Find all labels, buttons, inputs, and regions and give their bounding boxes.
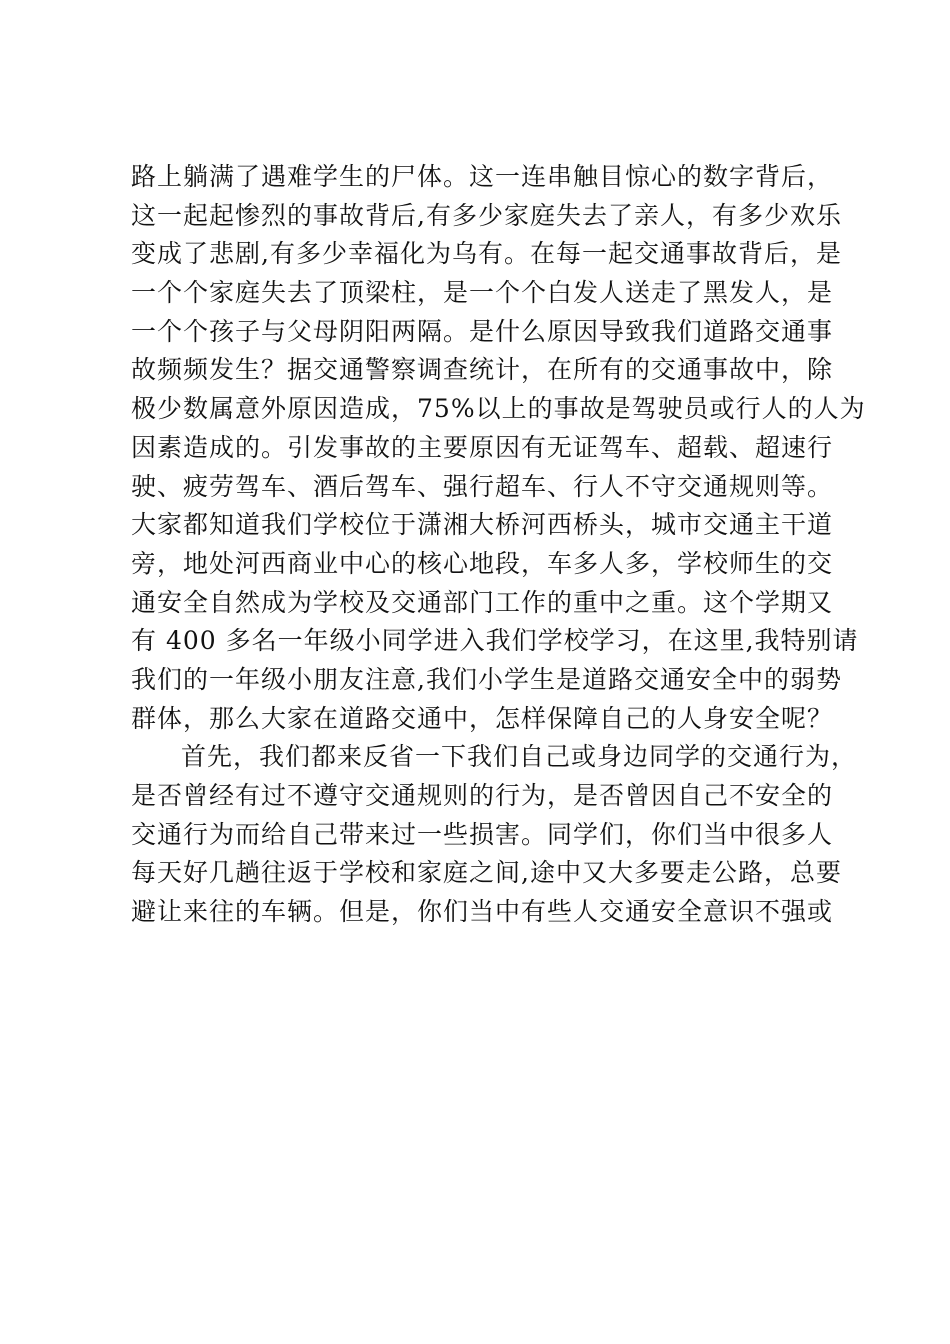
text-line: 一个个孩子与父母阴阳两隔。是什么原因导致我们道路交通事 [131, 316, 834, 346]
text-line: 有 400 多名一年级小同学进入我们学校学习，在这里,我特别请 [131, 626, 859, 656]
text-line: 路上躺满了遇难学生的尸体。这一连串触目惊心的数字背后， [131, 162, 834, 191]
text-line: 驶、疲劳驾车、酒后驾车、强行超车、行人不守交通规则等。 [131, 471, 834, 501]
body-text [131, 158, 866, 932]
text-line: 群体，那么大家在道路交通中，怎样保障自己的人身安全呢？ [131, 703, 834, 733]
text-line: 旁，地处河西商业中心的核心地段，车多人多，学校师生的交 [131, 548, 834, 578]
paragraph-2 [131, 738, 858, 931]
text-line: 通安全自然成为学校及交通部门工作的重中之重。这个学期又 [131, 587, 834, 617]
text-line: 避让来往的车辆。但是，你们当中有些人交通安全意识不强或 [131, 897, 834, 927]
text-line: 交通行为而给自己带来过一些损害。同学们，你们当中很多人 [131, 819, 834, 849]
text-line: 因素造成的。引发事故的主要原因有无证驾车、超载、超速行 [131, 432, 834, 462]
text-line: 大家都知道我们学校位于潇湘大桥河西桥头，城市交通主干道 [131, 510, 834, 540]
paragraph-1 [131, 158, 866, 738]
text-line: 故频频发生？据交通警察调查统计，在所有的交通事故中，除 [131, 355, 834, 385]
text-line: 是否曾经有过不遵守交通规则的行为，是否曾因自己不安全的 [131, 781, 834, 810]
text-line: 变成了悲剧,有多少幸福化为乌有。在每一起交通事故背后，是 [131, 239, 842, 269]
text-line: 一个个家庭失去了顶梁柱，是一个个白发人送走了黑发人，是 [131, 278, 834, 308]
text-line: 首先，我们都来反省一下我们自己或身边同学的交通行为， [181, 742, 858, 772]
text-line: 每天好几趟往返于学校和家庭之间,途中又大多要走公路，总要 [131, 858, 842, 888]
text-line: 这一起起惨烈的事故背后,有多少家庭失去了亲人，有多少欢乐 [131, 200, 842, 230]
text-line: 极少数属意外原因造成，75%以上的事故是驾驶员或行人的人为 [131, 394, 866, 424]
text-line: 我们的一年级小朋友注意,我们小学生是道路交通安全中的弱势 [131, 664, 842, 694]
